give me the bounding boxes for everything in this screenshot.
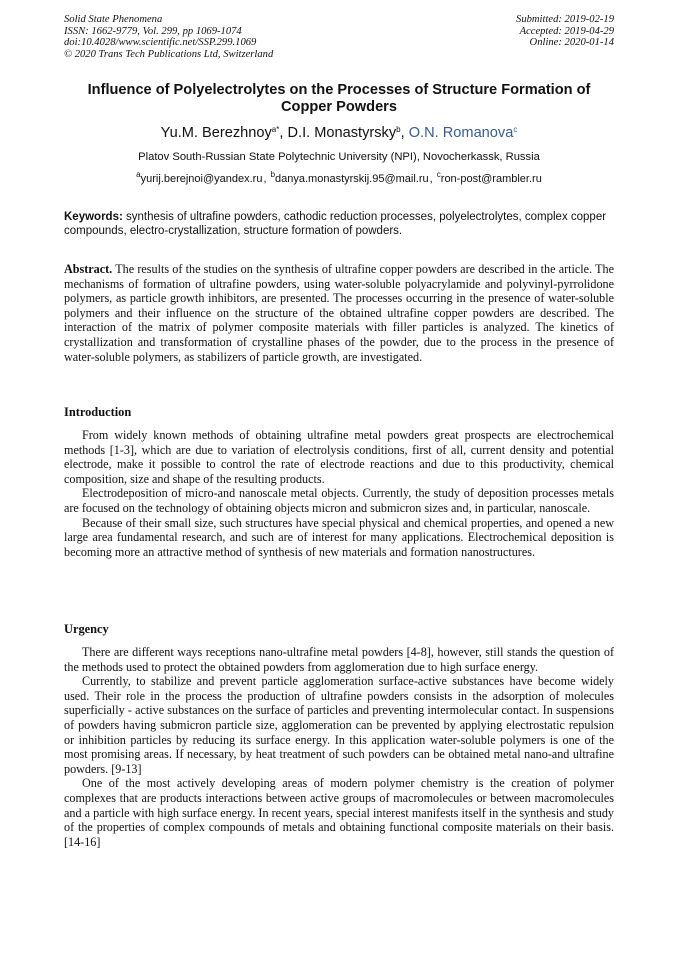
paper-title: Influence of Polyelectrolytes on the Processes of Structure Formation of Copper Powders [87,82,591,116]
email-list [64,172,614,186]
doi: doi:10.4028/www.scientific.net/SSP.299.1069 [64,37,257,49]
affiliation: Platov South-Russian State Polytechnic University (NPI), Novocherkassk, Russia [138,151,540,163]
email-separator: , [263,173,270,185]
online-date: Online: 2020-01-14 [529,37,614,49]
accepted-date: Accepted: 2019-04-29 [519,25,614,37]
abstract-text: The results of the studies on the synthesis of ultrafine copper powders are described in the article. The mechanisms of formation of ultrafine powders, using water-soluble polyacrylamide and polyvinyl-pyrrolidone polymers, as particle growth inhibitors, are presented. The processes occurring in the presence of water-soluble polymers and their influence on the structure of the obtained ultrafine copper powders are described. The interaction of the matrix of polymer composite materials with filler particles is analyzed. The kinetics of crystallization and transformation of crystalline phases of the powder, due to the process in the presence of water-soluble polymers, as stabilizers of particle growth, are investigated. [64,262,614,364]
paragraph: There are different ways receptions nano-ultrafine metal powders [4-8], however, still stands the question of the methods used to protect the obtained powders from agglomeration due to high surface energy. [64,645,614,674]
email-address: danya.monastyrskij.95@mail.ru [275,173,429,185]
author-superscript: a* [271,125,280,134]
section-heading-urgency: Urgency [64,622,109,636]
journal-info-header [64,14,394,60]
abstract-block [64,262,614,364]
author-separator: , [400,125,409,141]
author-name: O.N. Romanova [408,125,514,141]
urgency-section [64,645,614,849]
author-separator: , [279,125,288,141]
paragraph: One of the most actively developing areas of modern polymer chemistry is the creation of polymer complexes that are products interactions between active groups of macromolecules or between macromolecules and a particle with high surface energy. In recent years, special interest manifests itself in the synthesis and study of the properties of complex compounds of metals and obtaining functional composite materials on their basis. [14-16] [64,776,614,849]
email-superscript: c [436,170,441,179]
paragraph: Currently, to stabilize and prevent particle agglomeration surface-active substances have become widely used. Their role in the process the production of ultrafine powders consists in the adsorption of molecules superficially - active substances on the surface of particles and preventing intermolecular contact. In suspensions of powders having submicron particle size, agglomeration can be prevented by applying electrostatic repulsion or inhibition particles by reducing its surface energy. In this application water-soluble polymers is one of the most promising areas. If necessary, by heat treatment of such powders can be obtained metal nano-and ultrafine powders. [9-13] [64,674,614,776]
journal-name: Solid State Phenomena [64,14,163,25]
email-superscript: a [136,170,141,179]
abstract-label: Abstract. [64,262,113,276]
section-heading-introduction: Introduction [64,405,132,419]
paragraph: From widely known methods of obtaining ultrafine metal powders great prospects are electrochemical methods [1-3], which are due to variation of electrolysis conditions, first of all, current density and potential electrode, make it possible to control the rate of electrode reactions and due to this productivity, chemical composition, size and shape of the resulting products. [64,428,614,486]
keywords-label: Keywords: [64,211,123,223]
email-address: yurij.berejnoi@yandex.ru [140,173,263,185]
email-superscript: b [270,170,276,179]
introduction-section [64,428,614,559]
author-superscript: b [396,125,401,134]
dates-header [384,14,614,49]
author-superscript: c [513,125,518,134]
author-list [64,124,614,142]
submitted-date: Submitted: 2019-02-19 [516,14,614,25]
issn-volume: ISSN: 1662-9779, Vol. 299, pp 1069-1074 [64,25,242,37]
paragraph: Electrodeposition of micro-and nanoscale metal objects. Currently, the study of deposition processes metals are focused on the technology of obtaining objects micron and submicron sizes and, in particular, nanoscale. [64,486,614,515]
keywords-block [64,210,614,238]
keywords-text: synthesis of ultrafine powders, cathodic reduction processes, polyelectrolytes, complex copper compounds, electro-crystallization, structure formation of powders. [64,211,607,237]
author-name: Yu.M. Berezhnoy [160,125,272,141]
copyright: © 2020 Trans Tech Publications Ltd, Switzerland [64,48,274,60]
email-separator: , [429,173,436,185]
paragraph: Because of their small size, such structures have special physical and chemical properties, and opened a new large area fundamental research, and such are of interest for many applications. Electrochemical deposition is becoming more an attractive method of synthesis of new materials and formation nanostructures. [64,515,614,559]
email-address: ron-post@rambler.ru [440,173,542,185]
author-name: D.I. Monastyrsky [287,125,397,141]
